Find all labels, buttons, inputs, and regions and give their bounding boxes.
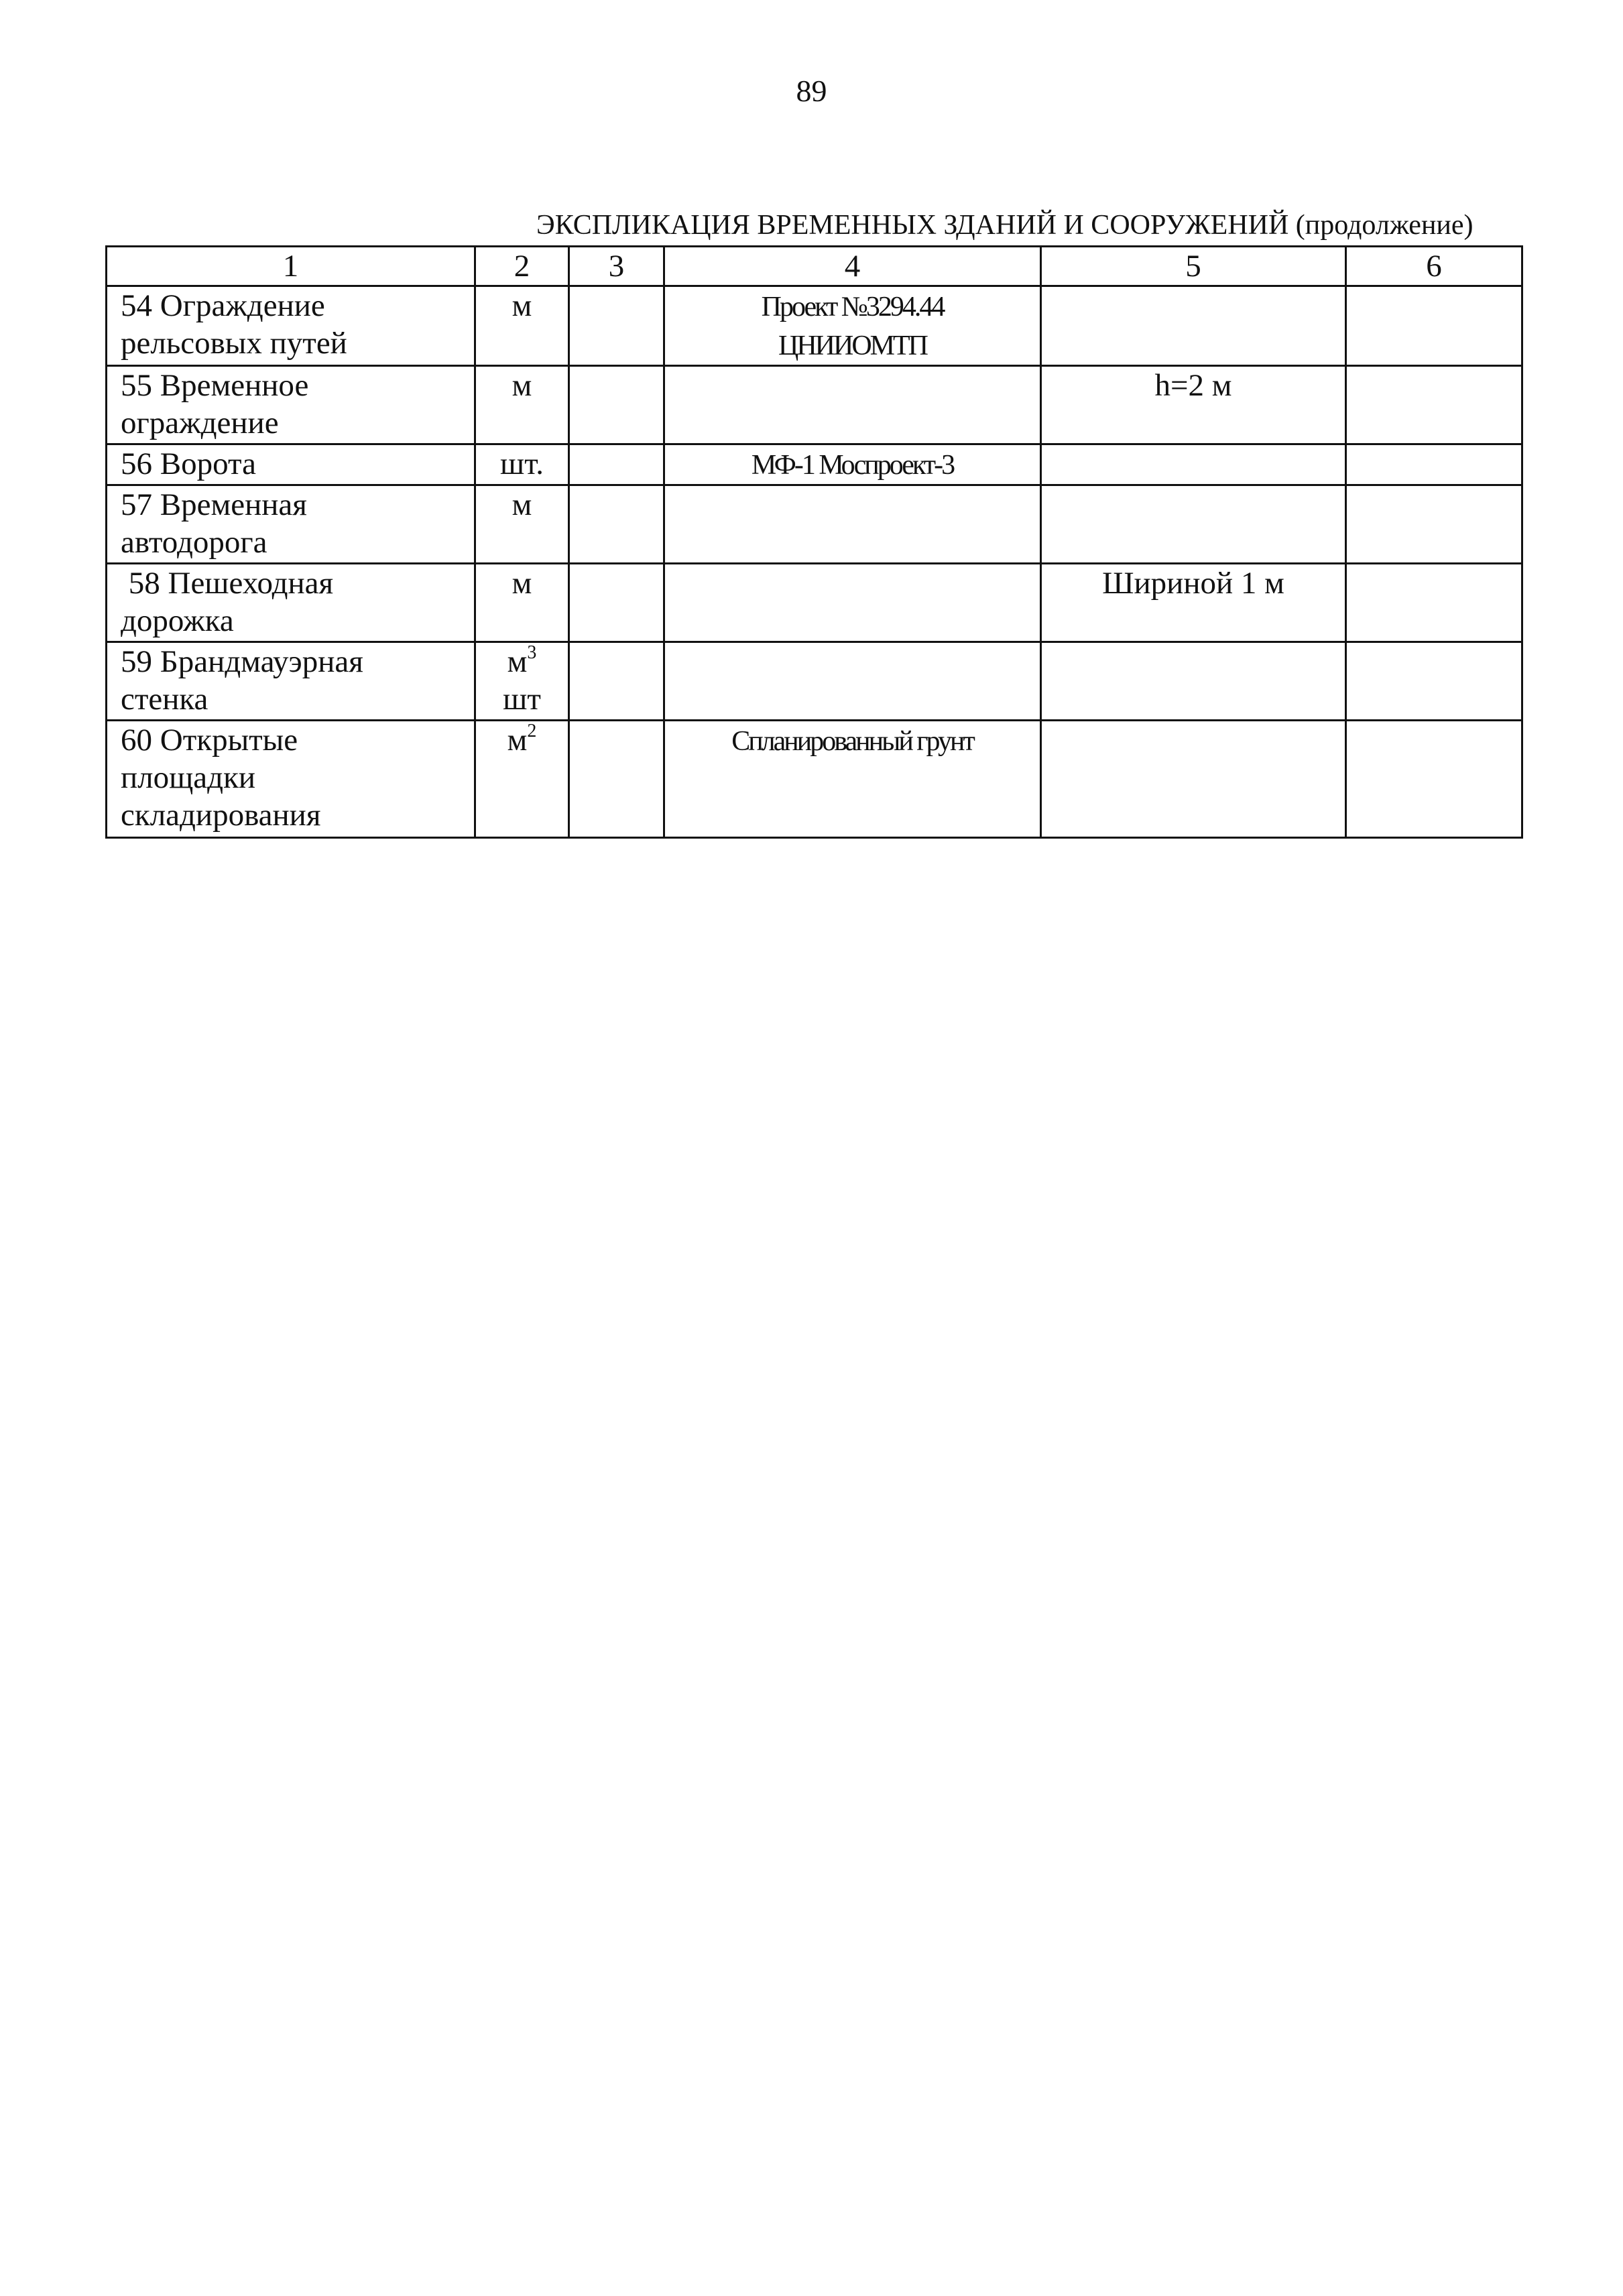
col4-line: Спланированный грунт xyxy=(731,726,973,757)
col5-cell xyxy=(1041,286,1346,366)
page-number: 89 xyxy=(796,74,827,108)
column-header: 2 xyxy=(475,247,569,286)
unit-value: шт. xyxy=(500,446,544,481)
col5-cell xyxy=(1041,444,1346,485)
item-name-cell xyxy=(107,366,475,444)
column-header: 6 xyxy=(1346,247,1522,286)
item-name-line: 56 Ворота xyxy=(121,446,256,481)
item-name-line: стенка xyxy=(121,682,208,717)
item-name-line: ограждение xyxy=(121,406,279,440)
item-name-line: автодорога xyxy=(121,525,267,560)
col3-cell xyxy=(569,366,664,444)
item-name-line: 60 Открытые xyxy=(121,723,298,758)
col4-cell xyxy=(664,642,1041,721)
table-row xyxy=(107,721,1522,838)
explication-table xyxy=(105,245,1523,839)
table-row xyxy=(107,286,1522,366)
unit-cell xyxy=(475,286,569,366)
unit-value: м xyxy=(512,368,532,403)
unit-cell xyxy=(475,721,569,838)
col6-cell xyxy=(1346,642,1522,721)
table-row xyxy=(107,642,1522,721)
item-name-cell xyxy=(107,642,475,721)
table-row xyxy=(107,564,1522,642)
col5-cell: Шириной 1 м xyxy=(1041,564,1346,642)
unit-value: м xyxy=(512,487,532,522)
col3-cell xyxy=(569,286,664,366)
col3-cell xyxy=(569,564,664,642)
unit-value-line2: шт xyxy=(503,682,541,717)
unit-superscript: 3 xyxy=(527,642,537,663)
unit-value: м xyxy=(512,566,532,601)
column-header: 1 xyxy=(107,247,475,286)
col4-line: Проект №3294.44 xyxy=(761,292,944,322)
unit-value: м xyxy=(507,723,528,758)
unit-cell xyxy=(475,564,569,642)
table-row xyxy=(107,444,1522,485)
item-name-cell xyxy=(107,485,475,564)
item-name-cell xyxy=(107,564,475,642)
col4-cell xyxy=(664,564,1041,642)
col4-line: ЦНИИОМТП xyxy=(778,330,926,361)
item-name-line: площадки xyxy=(121,760,256,795)
unit-superscript: 2 xyxy=(527,721,537,741)
item-name-cell xyxy=(107,721,475,838)
item-name-line: рельсовых путей xyxy=(121,326,347,361)
col4-cell xyxy=(664,286,1041,366)
item-name-cell xyxy=(107,444,475,485)
col4-cell xyxy=(664,366,1041,444)
col6-cell xyxy=(1346,721,1522,838)
col4-line: МФ-1 Моспроект-3 xyxy=(751,450,954,481)
col5-cell xyxy=(1041,721,1346,838)
col6-cell xyxy=(1346,286,1522,366)
table-title: ЭКСПЛИКАЦИЯ ВРЕМЕННЫХ ЗДАНИЙ И СООРУЖЕНИЙ (продолжение) xyxy=(536,210,1474,241)
col6-cell xyxy=(1346,444,1522,485)
unit-cell xyxy=(475,366,569,444)
table-header-row xyxy=(107,247,1522,286)
col6-cell xyxy=(1346,366,1522,444)
column-header: 3 xyxy=(569,247,664,286)
col5-cell xyxy=(1041,485,1346,564)
col3-cell xyxy=(569,721,664,838)
column-header: 4 xyxy=(664,247,1041,286)
unit-cell xyxy=(475,444,569,485)
column-header: 5 xyxy=(1041,247,1346,286)
col4-cell xyxy=(664,485,1041,564)
item-name-line: дорожка xyxy=(121,603,234,638)
col3-cell xyxy=(569,642,664,721)
unit-cell xyxy=(475,642,569,721)
table-row xyxy=(107,485,1522,564)
col6-cell xyxy=(1346,485,1522,564)
item-name-line: 55 Временное xyxy=(121,368,309,403)
unit-cell xyxy=(475,485,569,564)
unit-value: м xyxy=(512,288,532,323)
table-row xyxy=(107,366,1522,444)
item-name-cell xyxy=(107,286,475,366)
col3-cell xyxy=(569,444,664,485)
col5-cell xyxy=(1041,642,1346,721)
item-name-line: 59 Брандмауэрная xyxy=(121,644,363,679)
item-name-line: 58 Пешеходная xyxy=(121,566,334,601)
col3-cell xyxy=(569,485,664,564)
item-name-line: складирования xyxy=(121,798,321,833)
col4-cell xyxy=(664,721,1041,838)
col4-cell xyxy=(664,444,1041,485)
unit-value: м xyxy=(507,644,528,679)
col6-cell xyxy=(1346,564,1522,642)
col5-cell: h=2 м xyxy=(1041,366,1346,444)
item-name-line: 57 Временная xyxy=(121,487,307,522)
item-name-line: 54 Ограждение xyxy=(121,288,325,323)
